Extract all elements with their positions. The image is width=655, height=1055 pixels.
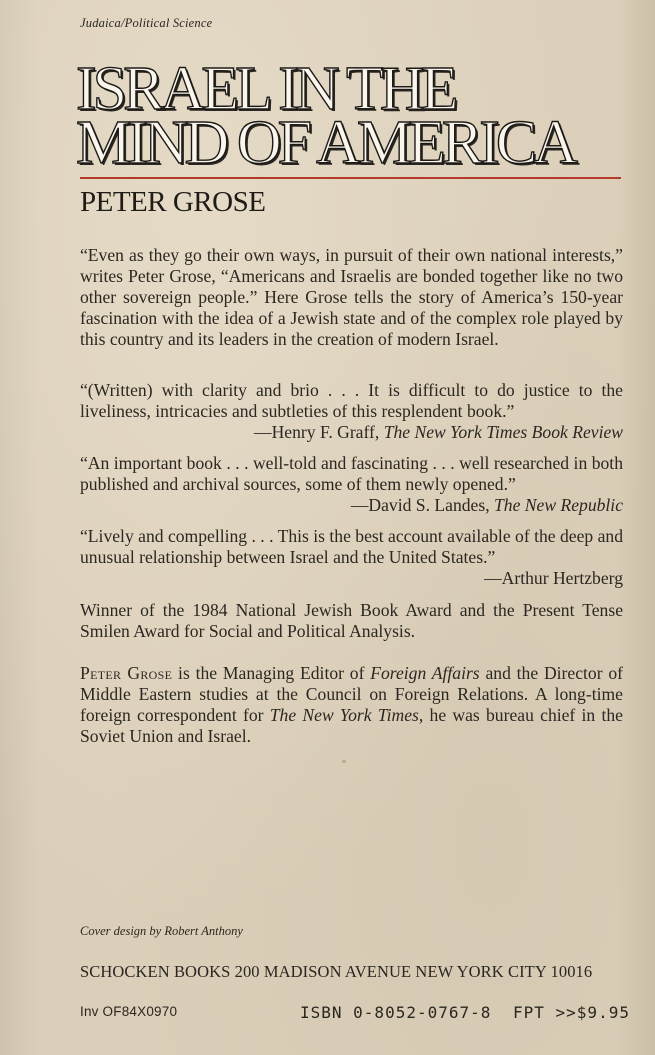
bio-text-3: , he was bureau chief in the Soviet Union and Israel. — [80, 705, 623, 746]
description-paragraph: “Even as they go their own ways, in pursuit of their own national interests,” writes Peter Grose, “Americans and Israelis are bonded together like no two other sovereign people.” Here Grose tells the story of America’s 150-year fascination with the idea of a Jewish state and of the complex role played by this country and its leaders in the creation of modern Israel. — [80, 245, 623, 349]
review-1-attribution — [80, 422, 623, 443]
review-3-quote: “Lively and compelling . . . This is the best account available of the deep and unusual relationship between Israel and the United States.” — [80, 526, 623, 567]
review-2-attribution — [80, 495, 623, 516]
review-1-reviewer: —Henry F. Graff, — [253, 422, 380, 442]
isbn-number: ISBN 0-8052-0767-8 — [300, 1003, 492, 1022]
title-line-1: ISRAEL IN THE — [76, 55, 455, 123]
bio-newspaper: The New York Times — [269, 705, 419, 725]
review-3-reviewer: —Arthur Hertzberg — [484, 568, 623, 588]
review-3 — [80, 526, 623, 589]
author-bio — [80, 663, 623, 747]
category-label: Judaica/Political Science — [80, 16, 213, 30]
publisher-address: SCHOCKEN BOOKS 200 MADISON AVENUE NEW YORK CITY 10016 — [80, 962, 593, 981]
title-line-2: MIND OF AMERICA — [76, 109, 575, 177]
review-1-quote: “(Written) with clarity and brio . . . It is difficult to do justice to the liveliness, intricacies and subtleties of this resplendent book.” — [80, 380, 623, 421]
review-2-reviewer: —David S. Landes, — [350, 495, 490, 515]
book-title — [76, 55, 636, 177]
red-divider — [80, 177, 621, 179]
bio-text-2: and the Director of Middle Eastern studies at the Council on Foreign Relations. A long-time foreign correspondent for — [80, 663, 624, 725]
review-1 — [80, 380, 623, 443]
bio-text-1: is the Managing Editor of — [172, 663, 371, 683]
bio-journal: Foreign Affairs — [370, 663, 480, 683]
price-code: FPT >>$9.95 — [513, 1003, 630, 1022]
award-paragraph: Winner of the 1984 National Jewish Book Award and the Present Tense Smilen Award for Social and Political Analysis. — [80, 600, 623, 641]
review-2-quote: “An important book . . . well-told and fascinating . . . well researched in both published and archival sources, some of them newly opened.” — [80, 453, 623, 494]
review-2-publication: The New Republic — [494, 495, 623, 515]
author-name: PETER GROSE — [80, 186, 266, 218]
paper-speck — [342, 760, 346, 763]
cover-design-credit: Cover design by Robert Anthony — [80, 924, 243, 938]
bio-author-name: Peter Grose — [80, 663, 173, 683]
inventory-number: Inv OF84X0970 — [80, 1004, 178, 1019]
review-1-publication: The New York Times Book Review — [383, 422, 623, 442]
review-3-attribution — [80, 568, 623, 589]
review-2 — [80, 453, 623, 516]
